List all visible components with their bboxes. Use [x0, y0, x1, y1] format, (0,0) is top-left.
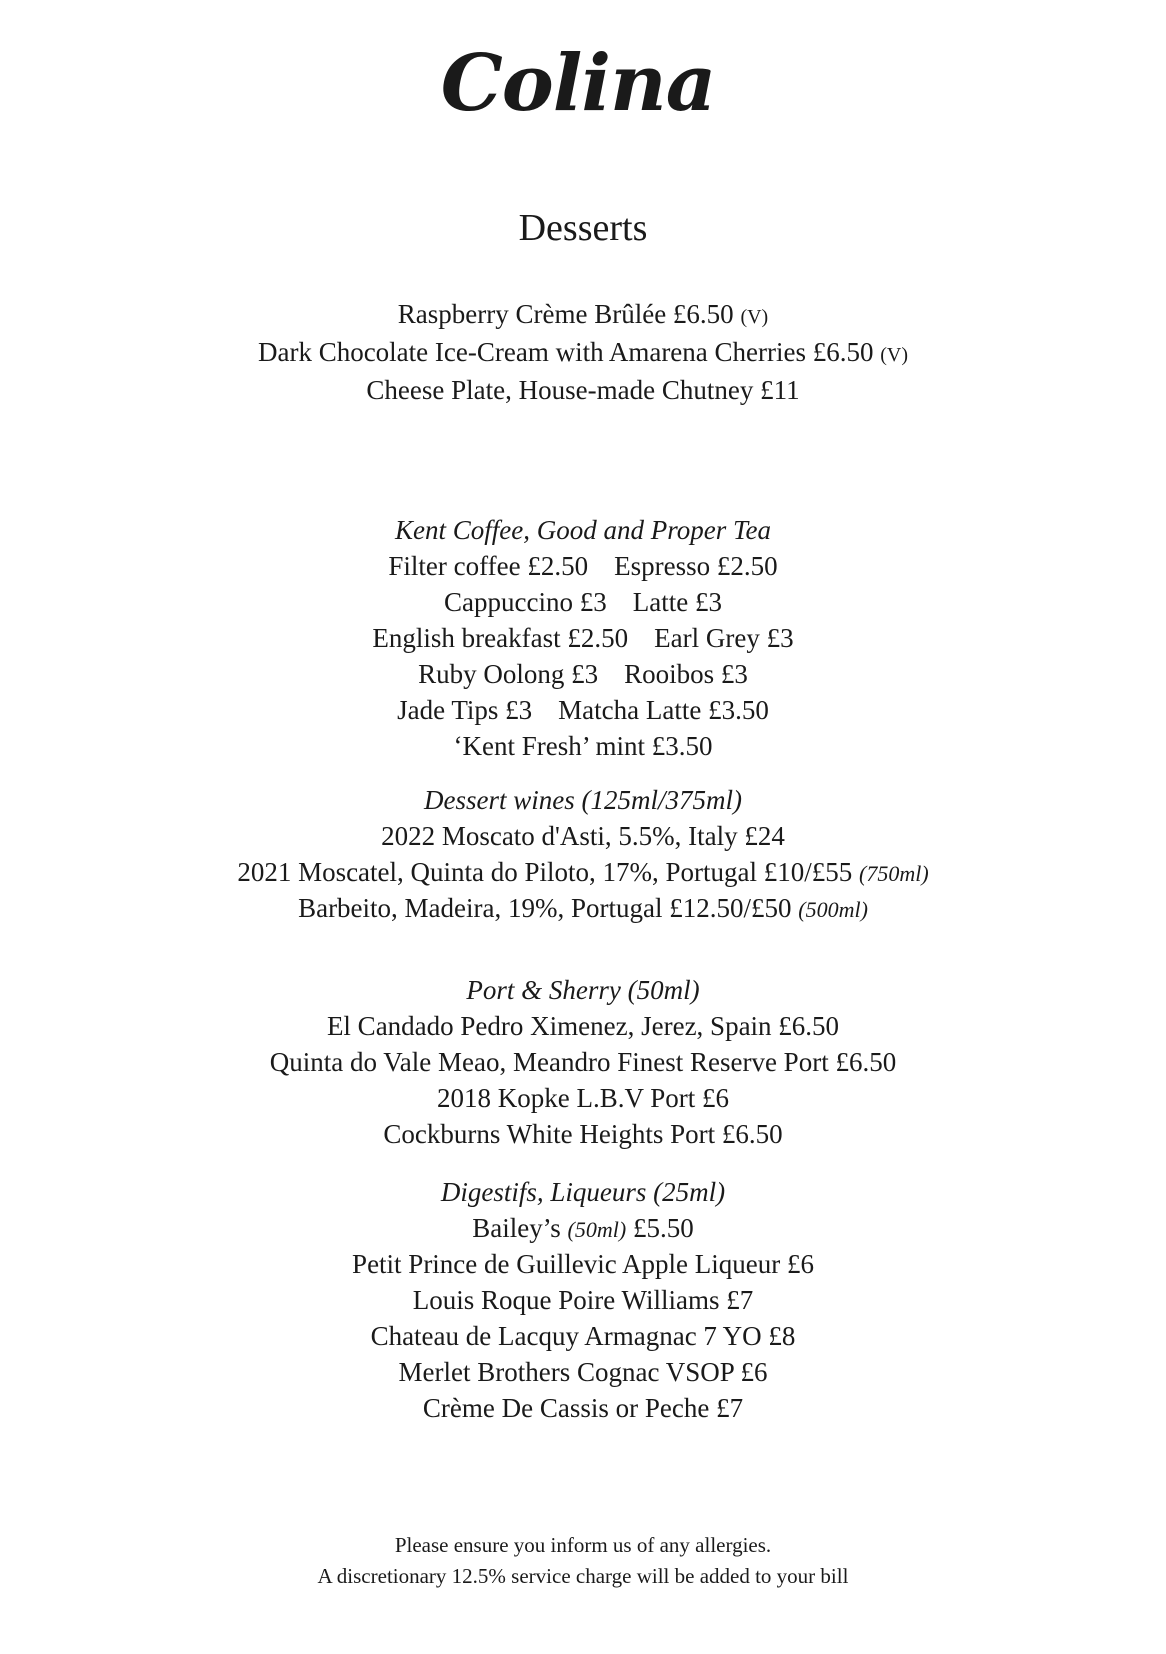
measure-note: (50ml) [567, 1217, 627, 1242]
menu-row: Cappuccino £3 Latte £3 [444, 587, 722, 617]
menu-row: Chateau de Lacquy Armagnac 7 YO £8 [370, 1321, 796, 1351]
menu-row: 2021 Moscatel, Quinta do Piloto, 17%, Portugal £10/£55 (750ml) [237, 857, 929, 887]
vegetarian-tag: (V) [740, 306, 769, 328]
dessert-item: Cheese Plate, House-made Chutney £11 [366, 375, 800, 405]
menu-row: English breakfast £2.50 Earl Grey £3 [372, 623, 794, 653]
menu-row: Barbeito, Madeira, 19%, Portugal £12.50/£50 (500ml) [298, 893, 868, 923]
section-heading: Dessert wines (125ml/375ml) [424, 785, 742, 815]
vegetarian-tag: (V) [880, 344, 909, 366]
dessert-item: Dark Chocolate Ice-Cream with Amarena Cherries £6.50 (V) [257, 337, 909, 367]
allergy-note: Please ensure you inform us of any allergies. [394, 1533, 772, 1557]
menu-row: El Candado Pedro Ximenez, Jerez, Spain £6.50 [326, 1011, 840, 1041]
menu-row: ‘Kent Fresh’ mint £3.50 [453, 731, 713, 761]
menu-row: Jade Tips £3 Matcha Latte £3.50 [397, 695, 769, 725]
footer-notes [0, 1530, 1166, 1592]
dessert-item: Raspberry Crème Brûlée £6.50 (V) [397, 299, 769, 329]
section-heading: Kent Coffee, Good and Proper Tea [395, 515, 771, 545]
bottle-size-note: (500ml) [798, 897, 868, 922]
dessert-wines-section [0, 782, 1166, 926]
section-heading: Port & Sherry (50ml) [466, 975, 700, 1005]
menu-row: Louis Roque Poire Williams £7 [412, 1285, 754, 1315]
menu-row: Petit Prince de Guillevic Apple Liqueur £6 [352, 1249, 814, 1279]
menu-row: 2022 Moscato d'Asti, 5.5%, Italy £24 [381, 821, 785, 851]
service-charge-note: A discretionary 12.5% service charge will be added to your bill [317, 1564, 849, 1588]
digestifs-section [0, 1174, 1166, 1426]
page-title: Desserts [518, 207, 648, 249]
section-heading: Digestifs, Liqueurs (25ml) [440, 1177, 726, 1207]
menu-row: Ruby Oolong £3 Rooibos £3 [418, 659, 748, 689]
menu-row: Quinta do Vale Meao, Meandro Finest Reserve Port £6.50 [269, 1047, 897, 1077]
menu-row: Crème De Cassis or Peche £7 [422, 1393, 744, 1423]
menu-row: 2018 Kopke L.B.V Port £6 [436, 1083, 729, 1113]
menu-row: Cockburns White Heights Port £6.50 [383, 1119, 783, 1149]
menu-row: Filter coffee £2.50 Espresso £2.50 [388, 551, 778, 581]
desserts-section [0, 296, 1166, 408]
port-sherry-section [0, 972, 1166, 1152]
menu-row: Merlet Brothers Cognac VSOP £6 [398, 1357, 768, 1387]
bottle-size-note: (750ml) [859, 861, 929, 886]
menu-row: Bailey’s (50ml) £5.50 [472, 1213, 694, 1243]
brand-logo: Colina [440, 38, 716, 129]
coffee-tea-section [0, 512, 1166, 764]
